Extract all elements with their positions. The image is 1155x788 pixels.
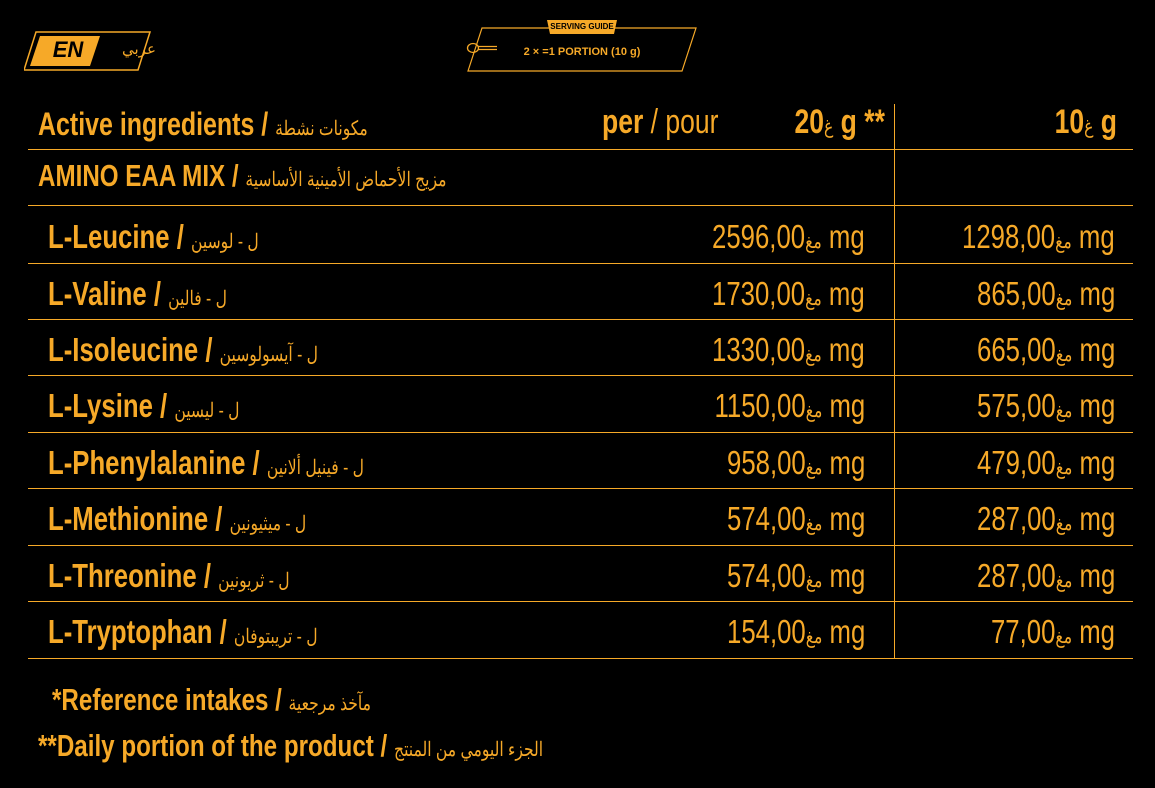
amount-20g-value: 574,00 mg	[726, 500, 865, 537]
note-reference-intakes: *Reference intakes / مآخذ مرجعية	[52, 682, 372, 717]
ingredient-name-ar: ل - لوسين	[191, 231, 259, 253]
ingredient-name: L-Valine / ل - فالين	[48, 275, 227, 312]
row-divider	[28, 149, 1133, 150]
unit-ar: مغ	[805, 288, 823, 310]
header-ingredients: Active ingredients / مكونات نشطة	[38, 106, 368, 142]
ingredient-amount-10g	[977, 497, 1115, 546]
unit-ar: مغ	[805, 513, 823, 535]
amount-10g-value: 575,00 mg	[976, 387, 1115, 424]
header-col-20g-amount: 20 g **	[794, 103, 885, 141]
amount-20g-value: 958,00 mg	[726, 444, 865, 481]
serving-guide-text	[466, 42, 698, 62]
ingredient-amount-20g	[714, 384, 865, 433]
language-ar-button[interactable]: عربي	[122, 41, 156, 58]
header-ingredients-en: Active ingredients	[38, 106, 255, 142]
ingredient-name-en: L-Methionine	[48, 500, 209, 537]
ingredient-name-ar: ل - آيسولوسين	[219, 344, 318, 366]
header-col-10g-amount: 10 g	[1054, 103, 1117, 141]
unit-ar: مغ	[805, 570, 823, 592]
ingredient-name-en: L-Valine	[48, 275, 147, 312]
ingredient-name-ar: ل - تريبتوفان	[233, 626, 318, 648]
amount-20g-value: 2596,00 mg	[712, 218, 865, 255]
amount-10g-value: 865,00 mg	[976, 275, 1115, 312]
ingredient-name-ar: ل - ليسين	[174, 400, 240, 422]
language-switch[interactable]	[24, 30, 156, 72]
group-label: AMINO EAA MIX / مزيج الأحماض الأمينية الأساسية	[38, 158, 447, 193]
header-ingredients-ar: مكونات نشطة	[275, 118, 368, 140]
unit-ar: مغ	[805, 626, 823, 648]
ingredient-amount-20g	[727, 497, 865, 546]
header-per: per / pour	[602, 103, 719, 141]
serving-guide-prefix: 2 ×	[523, 46, 540, 58]
ingredient-name-ar: ل - فينيل ألانين	[266, 457, 364, 479]
ingredient-name-en: L-Isoleucine	[48, 331, 199, 368]
ingredient-name-ar: ل - ثريونين	[218, 570, 290, 592]
amount-10g-value: 665,00 mg	[976, 331, 1115, 368]
ingredient-name-en: L-Phenylalanine	[48, 444, 246, 481]
unit-ar: مغ	[1055, 457, 1073, 479]
ingredient-name: L-Lysine / ل - ليسين	[48, 387, 240, 424]
ingredient-name: L-Threonine / ل - ثريونين	[48, 557, 290, 594]
ingredient-name: L-Tryptophan / ل - تريبتوفان	[48, 613, 318, 650]
amount-20g-value: 1330,00 mg	[712, 331, 865, 368]
amount-10g-value: 1298,00 mg	[962, 218, 1115, 255]
note-daily-ar: الجزء اليومي من المنتج	[393, 739, 544, 761]
ingredient-amount-20g	[712, 215, 865, 264]
amount-10g-value: 287,00 mg	[976, 500, 1115, 537]
unit-ar: مغ	[1055, 570, 1073, 592]
note-reference-en: *Reference intakes	[52, 682, 269, 717]
note-daily-portion: **Daily portion of the product / الجزء اليومي من المنتج	[38, 728, 544, 763]
amount-10g-value: 287,00 mg	[976, 557, 1115, 594]
unit-ar: مغ	[1055, 288, 1073, 310]
header-per-bold: per	[602, 103, 644, 141]
serving-guide	[466, 20, 698, 72]
serving-guide-suffix: =1 PORTION (10 g)	[542, 46, 641, 58]
amount-10g-value: 479,00 mg	[976, 444, 1115, 481]
ingredient-name: L-Phenylalanine / ل - فينيل ألانين	[48, 444, 364, 481]
unit-ar: مغ	[1055, 626, 1073, 648]
serving-guide-title: SERVING GUIDE	[550, 22, 614, 31]
unit-ar: مغ	[805, 344, 823, 366]
amount-20g-value: 154,00 mg	[726, 613, 865, 650]
header-col-10g	[1055, 102, 1117, 147]
ingredient-amount-10g	[977, 384, 1115, 433]
note-daily-en: **Daily portion of the product	[38, 728, 374, 763]
header-col-20g	[795, 102, 885, 147]
group-label-en: AMINO EAA MIX	[38, 158, 226, 193]
column-divider	[894, 104, 895, 658]
row-divider	[28, 205, 1133, 206]
unit-ar: مغ	[1055, 400, 1073, 422]
amount-20g-value: 574,00 mg	[726, 557, 865, 594]
unit-ar: مغ	[1055, 513, 1073, 535]
ingredient-amount-10g	[977, 272, 1115, 321]
ingredient-name-ar: ل - ميثيونين	[229, 513, 307, 535]
ingredient-name: L-Leucine / ل - لوسين	[48, 218, 259, 255]
amount-20g-value: 1730,00 mg	[712, 275, 865, 312]
header-col-10g-ar: غ	[1084, 116, 1094, 138]
unit-ar: مغ	[1055, 231, 1073, 253]
header-col-20g-ar: غ	[824, 116, 834, 138]
unit-ar: مغ	[805, 231, 823, 253]
header-per-light: pour	[665, 103, 719, 141]
ingredient-name-ar: ل - فالين	[168, 288, 227, 310]
unit-ar: مغ	[805, 400, 823, 422]
language-en-button[interactable]: EN	[52, 37, 84, 62]
ingredient-name: L-Isoleucine / ل - آيسولوسين	[48, 331, 318, 368]
ingredient-name-en: L-Tryptophan	[48, 613, 213, 650]
unit-ar: مغ	[1055, 344, 1073, 366]
ingredient-amount-20g	[712, 328, 865, 377]
scoop-icon	[466, 42, 498, 54]
ingredient-amount-20g	[712, 272, 865, 321]
amount-20g-value: 1150,00 mg	[714, 387, 865, 424]
ingredient-amount-20g	[727, 441, 865, 490]
unit-ar: مغ	[805, 457, 823, 479]
ingredient-amount-20g	[727, 610, 865, 659]
ingredient-amount-10g	[977, 441, 1115, 490]
ingredient-name-en: L-Threonine	[48, 557, 197, 594]
ingredient-amount-10g	[977, 554, 1115, 603]
ingredient-amount-10g	[991, 610, 1115, 659]
ingredient-amount-20g	[727, 554, 865, 603]
ingredient-amount-10g	[977, 328, 1115, 377]
ingredient-name-en: L-Leucine	[48, 218, 170, 255]
ingredient-amount-10g	[962, 215, 1115, 264]
ingredient-name-en: L-Lysine	[48, 387, 153, 424]
amount-10g-value: 77,00 mg	[991, 613, 1115, 650]
note-reference-ar: مآخذ مرجعية	[288, 693, 372, 715]
ingredient-name: L-Methionine / ل - ميثيونين	[48, 500, 307, 537]
group-label-ar: مزيج الأحماض الأمينية الأساسية	[245, 169, 447, 191]
